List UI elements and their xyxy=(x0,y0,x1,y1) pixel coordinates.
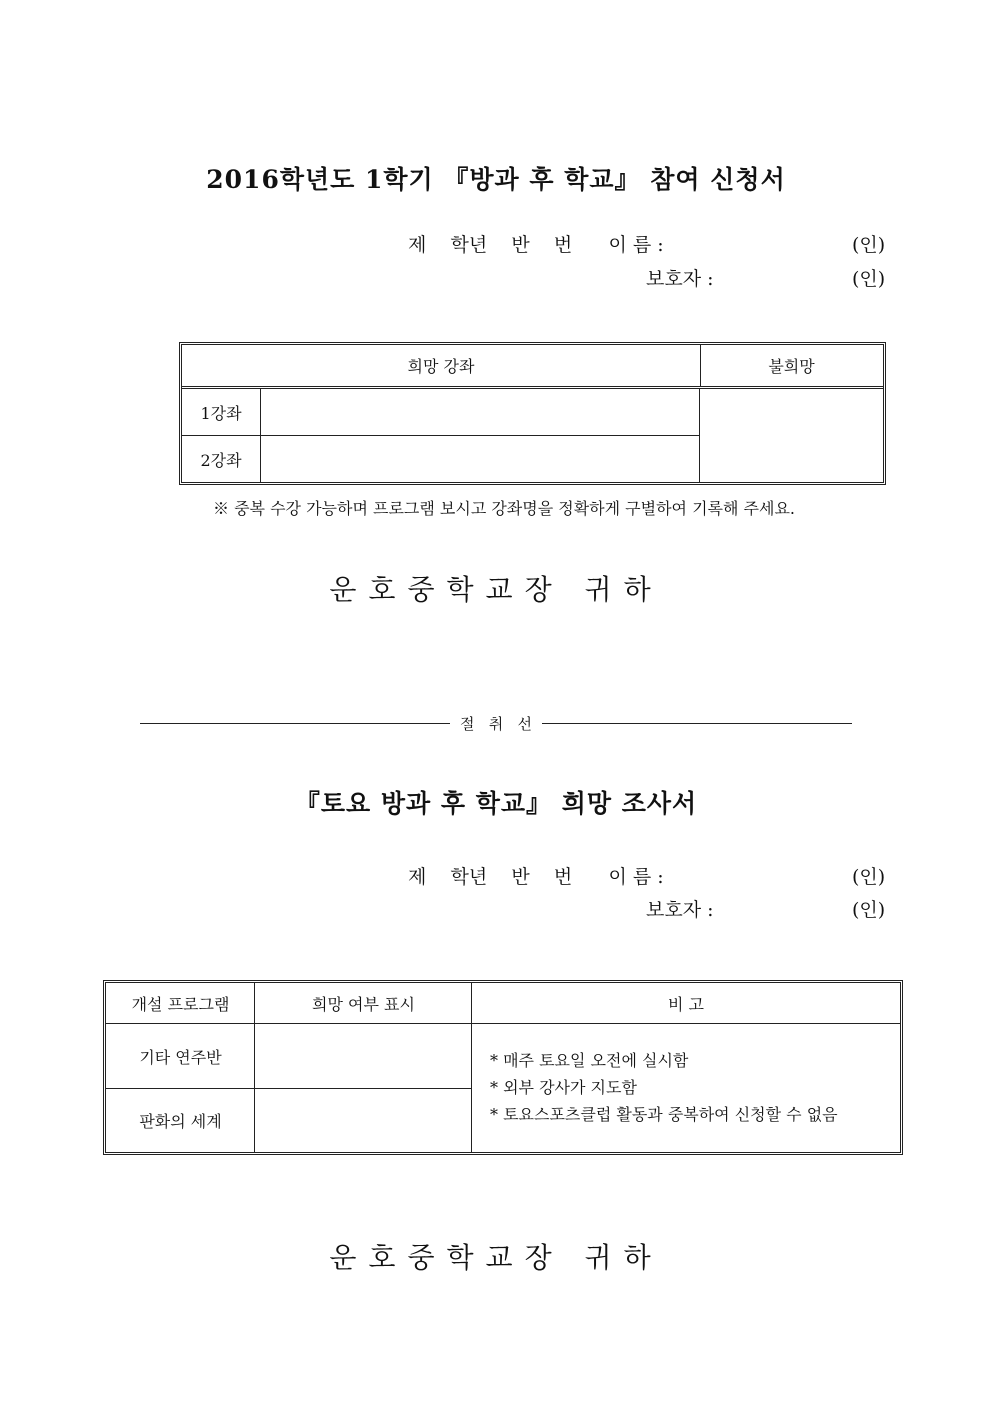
form1-student-line: 제 학년 반 번 이 름 : xyxy=(408,234,664,256)
form2-program-table xyxy=(103,980,903,1155)
form1-title: 2016학년도 1학기 『방과 후 학교』 참여 신청서 xyxy=(206,165,786,194)
remark-item: * 토요스포츠클럽 활동과 중복하여 신청할 수 없음 xyxy=(490,1105,838,1124)
printmaking-wish-input-cell[interactable] xyxy=(255,1088,472,1152)
remark-item: * 매주 토요일 오전에 실시함 xyxy=(490,1051,689,1070)
header-wish-course: 희망 강좌 xyxy=(182,345,701,386)
cut-line xyxy=(140,712,852,734)
form2-guardian-stamp: (인) xyxy=(852,899,886,921)
form2-title: 『토요 방과 후 학교』 희망 조사서 xyxy=(294,789,698,818)
header-no-wish: 불희망 xyxy=(768,357,815,376)
table-row xyxy=(182,436,700,483)
row-label-course-1: 1강좌 xyxy=(182,389,261,435)
form2-student-stamp: (인) xyxy=(852,866,886,888)
row-label-course-2: 2강좌 xyxy=(182,436,261,483)
form1-student-stamp: (인) xyxy=(852,234,886,256)
form2-student-line: 제 학년 반 번 이 름 : xyxy=(408,866,664,888)
table-row xyxy=(182,389,700,436)
guitar-wish-input-cell[interactable] xyxy=(255,1024,472,1088)
form1-table-header xyxy=(182,345,883,389)
cut-line-right xyxy=(542,723,852,724)
form2-addressee: 운호중학교장 귀하 xyxy=(329,1241,663,1274)
remark-item: * 외부 강사가 지도함 xyxy=(490,1078,637,1097)
cut-line-label: 절 취 선 xyxy=(459,714,533,733)
program-guitar: 기타 연주반 xyxy=(139,1047,222,1067)
form1-course-table xyxy=(179,342,886,485)
form2-guardian-line: 보호자 : xyxy=(646,899,714,921)
form1-guardian-stamp: (인) xyxy=(852,268,886,290)
form1-note: ※ 중복 수강 가능하며 프로그램 보시고 강좌명을 정확하게 구별하여 기록해 주세요. xyxy=(213,499,795,518)
course-1-input-cell[interactable] xyxy=(261,389,700,435)
program-printmaking: 판화의 세계 xyxy=(139,1111,222,1131)
header-remarks: 비 고 xyxy=(668,995,704,1014)
header-wish-mark: 희망 여부 표시 xyxy=(312,995,415,1014)
form1-addressee: 운호중학교장 귀하 xyxy=(329,573,663,606)
form1-guardian-line: 보호자 : xyxy=(646,268,714,290)
course-2-input-cell[interactable] xyxy=(261,436,700,483)
cut-line-left xyxy=(140,723,450,724)
remarks-list xyxy=(490,1047,838,1128)
header-program: 개설 프로그램 xyxy=(131,995,230,1014)
